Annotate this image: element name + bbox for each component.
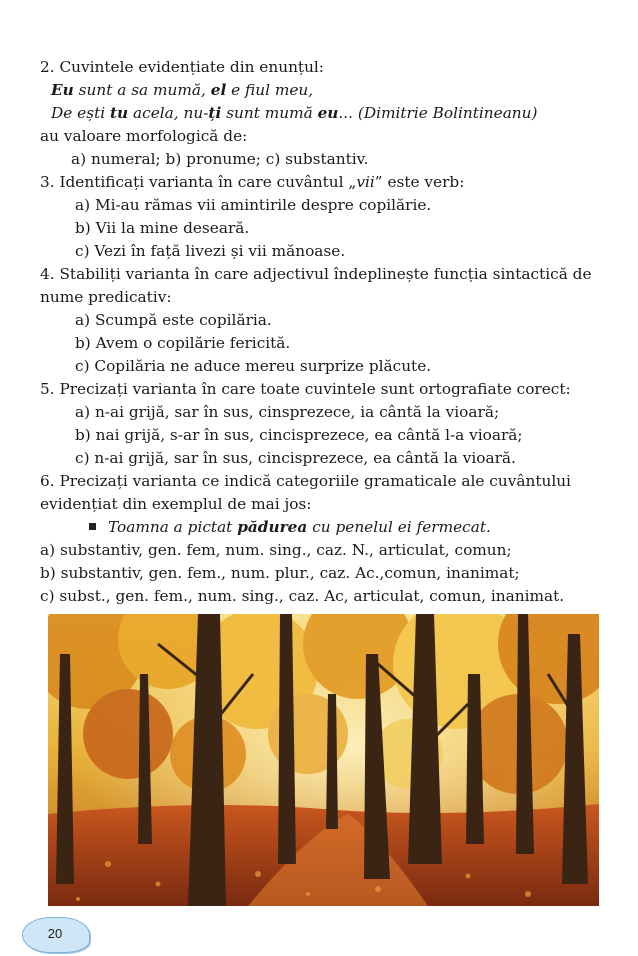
q2-highlight-ti: ți — [208, 104, 222, 122]
autumn-forest-image — [48, 614, 599, 906]
q4-option-b: b) Avem o copilărie fericită. — [75, 334, 291, 352]
page-number-badge — [22, 917, 88, 953]
q2-verse-1-text-2: e fiul meu, — [226, 81, 314, 99]
q3-stem — [40, 171, 612, 194]
q3-stem-post: ” este verb: — [374, 173, 465, 191]
q2-verse-2-text-3: sunt mumă — [221, 104, 318, 122]
q4-option-c: c) Copilăria ne aduce mereu surprize plăcute. — [75, 357, 432, 375]
q4-stem: 4. Stabiliți varianta în care adjectivul îndeplinește funcția sintactică de nume predicativ: — [40, 265, 592, 306]
q2-verse-2 — [40, 102, 612, 125]
q2-options: a) numeral; b) pronume; c) substantiv. — [71, 150, 369, 168]
q6-example-pre: Toamna a pictat — [108, 518, 238, 536]
q6-example-word: pădurea — [237, 518, 308, 536]
q6-option-b: b) substantiv, gen. fem., num. plur., caz. Ac.,comun, inanimat; — [40, 564, 520, 582]
q6-option-c: c) subst., gen. fem., num. sing., caz. Ac, articulat, comun, inanimat. — [40, 587, 565, 605]
q2-verse-1 — [40, 79, 612, 102]
q3-stem-pre: 3. Identificați varianta în care cuvântul „ — [40, 173, 357, 191]
q2-verse-2-text-4: ... (Dimitrie Bolintineanu) — [338, 104, 538, 122]
q2-verse-2-text-1: De ești — [51, 104, 110, 122]
page-number: 20 — [47, 926, 63, 941]
q3-option-b: b) Vii la mine deseară. — [75, 219, 250, 237]
q3-option-a: a) Mi-au rămas vii amintirile despre copilărie. — [75, 196, 432, 214]
q5-stem: 5. Precizați varianta în care toate cuvintele sunt ortografiate corect: — [40, 380, 571, 398]
q2-highlight-eu: Eu — [51, 81, 74, 99]
q2-verse-2-text-2: acela, nu- — [128, 104, 209, 122]
q5-option-b: b) nai grijă, s-ar în sus, cincisprezece, ea cântă l-a vioară; — [75, 426, 523, 444]
q2-verse-1-text-1: sunt a sa mumă, — [73, 81, 211, 99]
q4-option-a: a) Scumpă este copilăria. — [75, 311, 272, 329]
q2-stem: 2. Cuvintele evidențiate din enunțul: — [40, 58, 324, 76]
q2-stem-2: au valoare morfologică de: — [40, 127, 248, 145]
page-content — [40, 56, 612, 608]
q5-option-c: c) n-ai grijă, sar în sus, cincisprezece, ea cântă la vioară. — [75, 449, 516, 467]
q3-stem-word: vii — [356, 173, 375, 191]
q3-option-c: c) Vezi în față livezi și vii mănoase. — [75, 242, 346, 260]
q2-highlight-el: el — [210, 81, 227, 99]
q2-highlight-eu-2: eu — [317, 104, 339, 122]
q2-highlight-tu: tu — [109, 104, 129, 122]
q6-example — [40, 516, 612, 539]
q6-stem: 6. Precizați varianta ce indică categoriile gramaticale ale cuvântului evidențiat din exemplul de mai jos: — [40, 472, 571, 513]
square-bullet-icon — [89, 523, 96, 530]
q5-option-a: a) n-ai grijă, sar în sus, cinsprezece, ia cântă la vioară; — [75, 403, 500, 421]
q6-option-a: a) substantiv, gen. fem, num. sing., caz. N., articulat, comun; — [40, 541, 512, 559]
q6-example-post: cu penelul ei fermecat. — [307, 518, 491, 536]
